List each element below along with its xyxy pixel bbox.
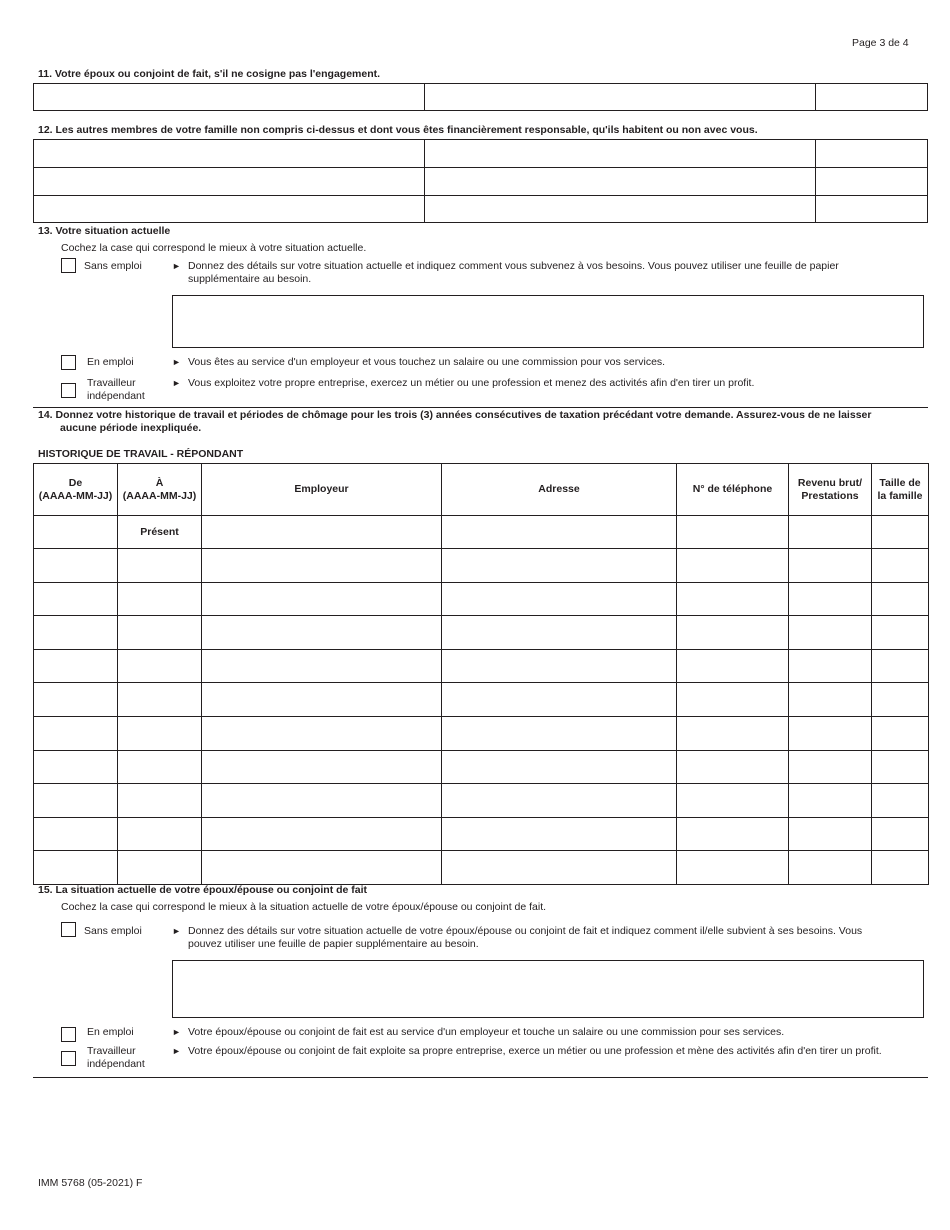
cell-employer[interactable]	[202, 817, 442, 851]
cell-family-size[interactable]	[872, 649, 929, 683]
section-divider	[33, 1077, 928, 1078]
cell-address[interactable]	[442, 851, 677, 885]
cell-income[interactable]	[789, 716, 872, 750]
q11-field-dob[interactable]	[815, 83, 928, 111]
table-row	[34, 616, 929, 650]
q12-row2-name[interactable]	[33, 167, 425, 196]
cell-phone[interactable]	[677, 516, 789, 549]
q11-label: 11. Votre époux ou conjoint de fait, s'il ne cosigne pas l'engagement.	[38, 68, 381, 80]
cell-family-size[interactable]	[872, 616, 929, 650]
arrow-icon: ►	[172, 1046, 181, 1056]
q14-table-title: HISTORIQUE DE TRAVAIL - RÉPONDANT	[38, 448, 244, 460]
q15-label: 15. La situation actuelle de votre époux/épouse ou conjoint de fait	[38, 884, 368, 896]
cell-phone[interactable]	[677, 582, 789, 616]
arrow-icon: ►	[172, 261, 181, 271]
q13-employed-checkbox[interactable]	[61, 355, 76, 370]
cell-from[interactable]	[34, 683, 118, 717]
cell-address[interactable]	[442, 716, 677, 750]
table-row	[34, 716, 929, 750]
cell-employer[interactable]	[202, 716, 442, 750]
q13-unemployed-checkbox[interactable]	[61, 258, 76, 273]
table-row	[34, 649, 929, 683]
cell-income[interactable]	[789, 616, 872, 650]
cell-family-size[interactable]	[872, 549, 929, 583]
cell-address[interactable]	[442, 750, 677, 784]
cell-to[interactable]	[118, 582, 202, 616]
q14-label-1: 14. Donnez votre historique de travail et périodes de chômage pour les trois (3) années consécutives de taxation précédant votre demande. Assurez-vous de ne laisser	[38, 409, 872, 421]
cell-family-size[interactable]	[872, 683, 929, 717]
cell-employer[interactable]	[202, 683, 442, 717]
cell-income[interactable]	[789, 649, 872, 683]
table-row	[34, 549, 929, 583]
cell-employer[interactable]	[202, 649, 442, 683]
q15-employed-desc: Votre époux/épouse ou conjoint de fait est au service d'un employeur et touche un salaire ou une commission pour ses services.	[188, 1026, 785, 1038]
cell-from[interactable]	[34, 582, 118, 616]
cell-address[interactable]	[442, 516, 677, 549]
cell-phone[interactable]	[677, 784, 789, 818]
cell-to[interactable]	[118, 616, 202, 650]
section-divider	[33, 407, 928, 408]
arrow-icon: ►	[172, 357, 181, 367]
cell-family-size[interactable]	[872, 851, 929, 885]
q13-self-employed-label-2: indépendant	[87, 390, 145, 402]
cell-to[interactable]	[118, 851, 202, 885]
cell-from[interactable]	[34, 716, 118, 750]
q12-row3-name[interactable]	[33, 195, 425, 223]
cell-family-size[interactable]	[872, 582, 929, 616]
q15-unemployed-label: Sans emploi	[84, 925, 142, 937]
arrow-icon: ►	[172, 926, 181, 936]
cell-phone[interactable]	[677, 750, 789, 784]
cell-phone[interactable]	[677, 716, 789, 750]
cell-income[interactable]	[789, 549, 872, 583]
cell-to[interactable]	[118, 750, 202, 784]
arrow-icon: ►	[172, 378, 181, 388]
table-row	[34, 582, 929, 616]
q15-unemployed-desc-1: Donnez des détails sur votre situation actuelle de votre époux/épouse ou conjoint de fait et indiquez comment il/elle subvient à ses besoins. Vous	[188, 925, 863, 937]
cell-phone[interactable]	[677, 817, 789, 851]
q13-label: 13. Votre situation actuelle	[38, 225, 171, 237]
col-from-header: De (AAAA-MM-JJ)	[34, 464, 118, 516]
table-row	[34, 750, 929, 784]
table-row	[34, 516, 929, 549]
q13-unemployed-desc-2: supplémentaire au besoin.	[188, 273, 312, 285]
cell-income[interactable]	[789, 817, 872, 851]
cell-from[interactable]	[34, 649, 118, 683]
q12-row1-dob[interactable]	[815, 139, 928, 168]
cell-employer[interactable]	[202, 616, 442, 650]
q15-instruction: Cochez la case qui correspond le mieux à la situation actuelle de votre époux/épouse ou conjoint de fait.	[61, 901, 547, 913]
cell-address[interactable]	[442, 582, 677, 616]
q13-instruction: Cochez la case qui correspond le mieux à votre situation actuelle.	[61, 242, 367, 254]
work-history-table	[33, 463, 929, 885]
q13-self-employed-checkbox[interactable]	[61, 383, 76, 398]
col-to-header: À (AAAA-MM-JJ)	[118, 464, 202, 516]
q13-unemployed-desc-1: Donnez des détails sur votre situation actuelle et indiquez comment vous subvenez à vos besoins. Vous pouvez utiliser une feuille de papier	[188, 260, 839, 272]
q12-row3-dob[interactable]	[815, 195, 928, 223]
table-row	[34, 683, 929, 717]
col-address-header: Adresse	[442, 464, 677, 516]
cell-employer[interactable]	[202, 549, 442, 583]
table-row	[34, 817, 929, 851]
cell-address[interactable]	[442, 784, 677, 818]
cell-employer[interactable]	[202, 582, 442, 616]
cell-to[interactable]	[118, 784, 202, 818]
cell-address[interactable]	[442, 817, 677, 851]
cell-income[interactable]	[789, 582, 872, 616]
form-id: IMM 5768 (05-2021) F	[38, 1177, 143, 1189]
cell-to[interactable]	[118, 683, 202, 717]
cell-family-size[interactable]	[872, 784, 929, 818]
table-row	[34, 784, 929, 818]
cell-to[interactable]	[118, 716, 202, 750]
cell-income[interactable]	[789, 750, 872, 784]
q15-employed-label: En emploi	[87, 1026, 134, 1038]
cell-employer[interactable]	[202, 851, 442, 885]
cell-employer[interactable]	[202, 784, 442, 818]
cell-to[interactable]	[118, 649, 202, 683]
cell-to[interactable]	[118, 817, 202, 851]
cell-phone[interactable]	[677, 549, 789, 583]
cell-phone[interactable]	[677, 851, 789, 885]
q15-unemployed-checkbox[interactable]	[61, 922, 76, 937]
q15-unemployed-desc-2: pouvez utiliser une feuille de papier supplémentaire au besoin.	[188, 938, 479, 950]
q13-self-employed-label-1: Travailleur	[87, 377, 136, 389]
q12-row1-relationship[interactable]	[424, 139, 816, 168]
q15-employed-checkbox[interactable]	[61, 1027, 76, 1042]
arrow-icon: ►	[172, 1027, 181, 1037]
cell-income[interactable]	[789, 683, 872, 717]
q12-row2-relationship[interactable]	[424, 167, 816, 196]
q15-self-employed-label-2: indépendant	[87, 1058, 145, 1070]
page-number: Page 3 de 4	[852, 37, 909, 49]
q12-label: 12. Les autres membres de votre famille non compris ci-dessus et dont vous êtes financièrement responsable, qu'ils habitent ou non avec vous.	[38, 124, 758, 136]
q11-field-relationship[interactable]	[424, 83, 816, 111]
cell-address[interactable]	[442, 616, 677, 650]
col-phone-header: N° de téléphone	[677, 464, 789, 516]
cell-income[interactable]	[789, 516, 872, 549]
cell-employer[interactable]	[202, 750, 442, 784]
cell-address[interactable]	[442, 683, 677, 717]
q15-self-employed-label-1: Travailleur	[87, 1045, 136, 1057]
table-header-row	[34, 464, 929, 516]
q14-label-2: aucune période inexpliquée.	[60, 422, 202, 434]
cell-phone[interactable]	[677, 649, 789, 683]
cell-from[interactable]	[34, 750, 118, 784]
q15-details-field[interactable]	[172, 960, 924, 1018]
cell-from[interactable]	[34, 616, 118, 650]
q12-row1-name[interactable]	[33, 139, 425, 168]
q15-self-employed-desc: Votre époux/épouse ou conjoint de fait exploite sa propre entreprise, exerce un métier ou une profession et mène des activités afin d'en tirer un profit.	[188, 1045, 882, 1057]
q11-field-name[interactable]	[33, 83, 425, 111]
cell-address[interactable]	[442, 649, 677, 683]
cell-family-size[interactable]	[872, 516, 929, 549]
col-employer-header: Employeur	[202, 464, 442, 516]
q13-self-employed-desc: Vous exploitez votre propre entreprise, exercez un métier ou une profession et menez des activités afin d'en tirer un profit.	[188, 377, 755, 389]
q13-employed-desc: Vous êtes au service d'un employeur et vous touchez un salaire ou une commission pour vos services.	[188, 356, 666, 368]
col-income-header: Revenu brut/ Prestations	[789, 464, 872, 516]
cell-from[interactable]	[34, 817, 118, 851]
q13-unemployed-label: Sans emploi	[84, 260, 142, 272]
cell-to[interactable]	[118, 549, 202, 583]
q15-self-employed-checkbox[interactable]	[61, 1051, 76, 1066]
q13-employed-label: En emploi	[87, 356, 134, 368]
cell-from[interactable]	[34, 549, 118, 583]
cell-from[interactable]	[34, 516, 118, 549]
cell-to-present: Présent	[118, 516, 202, 549]
cell-from[interactable]	[34, 784, 118, 818]
cell-address[interactable]	[442, 549, 677, 583]
cell-income[interactable]	[789, 851, 872, 885]
col-family-header: Taille de la famille	[872, 464, 929, 516]
q13-details-field[interactable]	[172, 295, 924, 348]
cell-phone[interactable]	[677, 683, 789, 717]
cell-phone[interactable]	[677, 616, 789, 650]
cell-family-size[interactable]	[872, 716, 929, 750]
table-row	[34, 851, 929, 885]
q12-row3-relationship[interactable]	[424, 195, 816, 223]
cell-family-size[interactable]	[872, 750, 929, 784]
q12-row2-dob[interactable]	[815, 167, 928, 196]
cell-family-size[interactable]	[872, 817, 929, 851]
cell-employer[interactable]	[202, 516, 442, 549]
cell-income[interactable]	[789, 784, 872, 818]
cell-from[interactable]	[34, 851, 118, 885]
